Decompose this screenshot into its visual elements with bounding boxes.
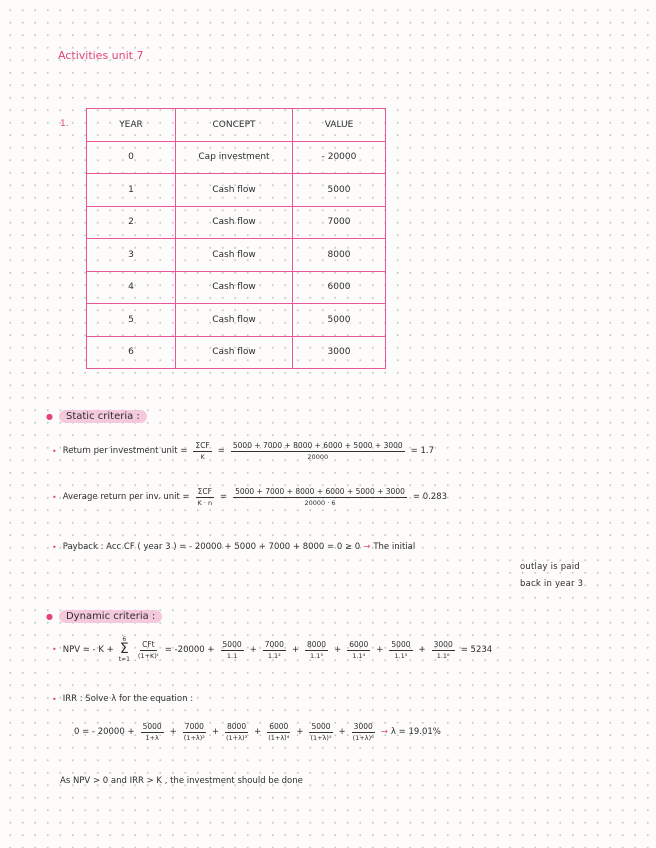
cell-concept: Cash flow — [176, 336, 293, 369]
cell-value: 8000 — [293, 239, 386, 272]
return-calc-num: 5000 + 7000 + 8000 + 6000 + 5000 + 3000 — [232, 441, 403, 450]
npv-line: • NPV = - K + 6 Σ t=1 $\frac{\text{CFt}}{\text{(1+K)ᵗ}}$ = -20000 + $\frac{5000}{1.1}$ + $\frac{7000}{\text{1.1²}}$ + $\frac{8000}{\text{1.1³}}$ + $\frac{6000}{\text{1.1⁴}}$ + $\frac{5000}{\text{1.1⁵}}$ + $\frac{3000}{\text{1.1⁶}}$ = 5234 — [52, 636, 493, 663]
conclusion: As NPV > 0 and IRR > K , the investment should be done — [60, 776, 303, 786]
page-title: Activities unit 7 — [58, 49, 144, 62]
cell-concept: Cash flow — [176, 271, 293, 304]
cell-year: 4 — [87, 271, 176, 304]
return-formula-num: ΣCF — [195, 441, 210, 450]
cell-year: 2 — [87, 206, 176, 239]
irr-term-num: 8000 — [227, 722, 247, 731]
irr-term-num: 5000 — [311, 722, 331, 731]
cash-flow-table — [86, 108, 386, 369]
header-concept: CONCEPT — [176, 109, 293, 142]
avg-calc-den: 20000 · 6 — [304, 499, 336, 507]
cell-year: 3 — [87, 239, 176, 272]
payback-line — [52, 542, 415, 552]
npv-term — [305, 640, 328, 660]
cell-concept: Cash flow — [176, 304, 293, 337]
cell-year: 1 — [87, 174, 176, 207]
npv-term-den: 1.1² — [267, 651, 281, 660]
irr-term-num: 3000 — [353, 722, 373, 731]
npv-term-num: 3000 — [433, 639, 453, 649]
irr-label: IRR : Solve λ for the equation : — [62, 694, 194, 704]
equals-sign: = — [219, 492, 228, 502]
npv-term — [263, 640, 286, 660]
dynamic-criteria-heading-row — [46, 610, 162, 623]
npv-term-num: 7000 — [264, 639, 284, 649]
irr-equation: 0 = - 20000 + $\frac{5000}{1+\lambda}$ + $\frac{7000}{\text{(1+λ)²}}$ + $\frac{8000}{\text{(1+λ)³}}$ + $\frac{6000}{\text{(1+λ)⁴}}$ + $\frac{5000}{\text{(1+λ)⁵}}$ + $\frac{3000}{\text{(1+λ)⁶}}$ → λ = 19.01% — [74, 722, 441, 742]
avg-calculation — [233, 487, 407, 507]
average-return-line — [52, 487, 447, 507]
return-result: = 1.7 — [410, 446, 435, 456]
payback-note-1: The initial — [373, 542, 416, 552]
cell-concept: Cap investment — [176, 141, 293, 174]
equals-sign: = — [217, 446, 225, 456]
irr-term — [352, 722, 375, 742]
arrow-right-icon: → — [380, 727, 388, 737]
table-row — [87, 271, 386, 304]
npv-term-num: 8000 — [306, 639, 327, 649]
cell-concept: Cash flow — [176, 239, 293, 272]
avg-calc-num: 5000 + 7000 + 8000 + 6000 + 5000 + 3000 — [235, 487, 405, 496]
cell-concept: Cash flow — [176, 174, 293, 207]
header-value: VALUE — [293, 109, 386, 142]
irr-term-num: 5000 — [142, 722, 162, 731]
irr-term-den: (1+λ)⁵ — [310, 734, 332, 742]
npv-formula — [138, 640, 159, 660]
avg-formula-den: K · n — [197, 499, 213, 507]
npv-label: NPV = - K + — [62, 644, 114, 655]
bullet-icon: • — [52, 542, 57, 552]
avg-formula-num: ΣCF — [197, 487, 212, 496]
irr-term-den: (1+λ)² — [183, 734, 205, 742]
sum-top: 6 — [122, 636, 127, 643]
bullet-icon: ● — [46, 612, 53, 621]
table-row — [87, 304, 386, 337]
payback-note-3: back in year 3 — [520, 579, 584, 589]
cell-year: 6 — [87, 336, 176, 369]
cell-year: 0 — [87, 141, 176, 174]
irr-label-line — [52, 694, 193, 704]
table-row — [87, 206, 386, 239]
npv-term-den: 1.1⁴ — [352, 651, 366, 660]
irr-term-den: (1+λ)⁶ — [352, 734, 374, 742]
cell-value: 3000 — [293, 336, 386, 369]
irr-term — [267, 722, 290, 742]
table-row — [87, 336, 386, 369]
irr-term-den: (1+λ)⁴ — [268, 734, 290, 742]
npv-term — [221, 640, 244, 660]
cell-value: 6000 — [293, 271, 386, 304]
return-calculation — [231, 441, 405, 461]
table-row — [87, 141, 386, 174]
cell-value: 7000 — [293, 206, 386, 239]
question-number: 1. — [60, 119, 69, 129]
npv-term-num: 5000 — [391, 639, 411, 649]
npv-term-den: 1.1³ — [310, 651, 323, 660]
irr-term-num: 7000 — [184, 722, 204, 731]
return-per-investment-line — [52, 441, 434, 461]
table-row — [87, 174, 386, 207]
irr-term — [141, 722, 164, 742]
sum-bottom: t=1 — [118, 656, 130, 663]
sigma-icon: Σ — [119, 641, 129, 657]
cell-concept: Cash flow — [176, 206, 293, 239]
avg-formula — [196, 487, 214, 507]
irr-term — [309, 722, 332, 742]
return-calc-den: 20000 — [307, 453, 329, 461]
return-label: Return per investment unit = — [62, 446, 188, 456]
npv-term-den: 1.1⁶ — [436, 651, 450, 660]
irr-start: 0 = - 20000 + — [74, 727, 135, 737]
payback-note-2: outlay is paid — [520, 562, 580, 572]
irr-term-den: 1+λ — [145, 734, 159, 742]
npv-result: = 5234 — [460, 644, 493, 655]
bullet-icon: • — [52, 492, 57, 502]
npv-formula-num: CFt — [142, 639, 155, 649]
cell-year: 5 — [87, 304, 176, 337]
irr-term-den: (1+λ)³ — [226, 734, 248, 742]
bullet-icon: • — [52, 694, 57, 704]
static-criteria-heading: Static criteria : — [59, 410, 147, 423]
summation-symbol — [119, 636, 130, 663]
npv-term-den: 1.1⁵ — [394, 651, 408, 660]
npv-formula-den: (1+K)ᵗ — [137, 651, 159, 660]
header-year: YEAR — [87, 109, 176, 142]
return-formula-den: K — [200, 453, 205, 461]
npv-term-den: 1.1 — [226, 651, 238, 660]
npv-term — [347, 640, 370, 660]
payback-text: Payback : Acc CF ( year 3 ) = - 20000 + 5000 + 7000 + 8000 = 0 ≥ 0 — [62, 542, 361, 552]
table-header-row — [87, 109, 386, 142]
arrow-right-icon: → — [363, 542, 371, 552]
npv-term-num: 5000 — [222, 639, 242, 649]
irr-term-num: 6000 — [269, 722, 289, 731]
cell-value: 5000 — [293, 304, 386, 337]
irr-term — [225, 722, 248, 742]
npv-start: = -20000 + — [164, 644, 215, 655]
table-row — [87, 239, 386, 272]
npv-term — [389, 640, 412, 660]
dynamic-criteria-heading: Dynamic criteria : — [59, 610, 162, 623]
cell-value: - 20000 — [293, 141, 386, 174]
npv-term-num: 6000 — [349, 639, 369, 649]
bullet-icon: • — [52, 645, 57, 654]
return-formula — [193, 441, 211, 461]
static-criteria-heading-row — [46, 410, 147, 423]
cell-value: 5000 — [293, 174, 386, 207]
avg-result: = 0.283 — [412, 492, 448, 502]
npv-term — [432, 640, 455, 660]
bullet-icon: • — [52, 446, 57, 456]
bullet-icon: ● — [46, 412, 53, 421]
irr-result: λ = 19.01% — [390, 727, 441, 737]
irr-term — [183, 722, 206, 742]
avg-label: Average return per inv. unit = — [62, 492, 190, 502]
